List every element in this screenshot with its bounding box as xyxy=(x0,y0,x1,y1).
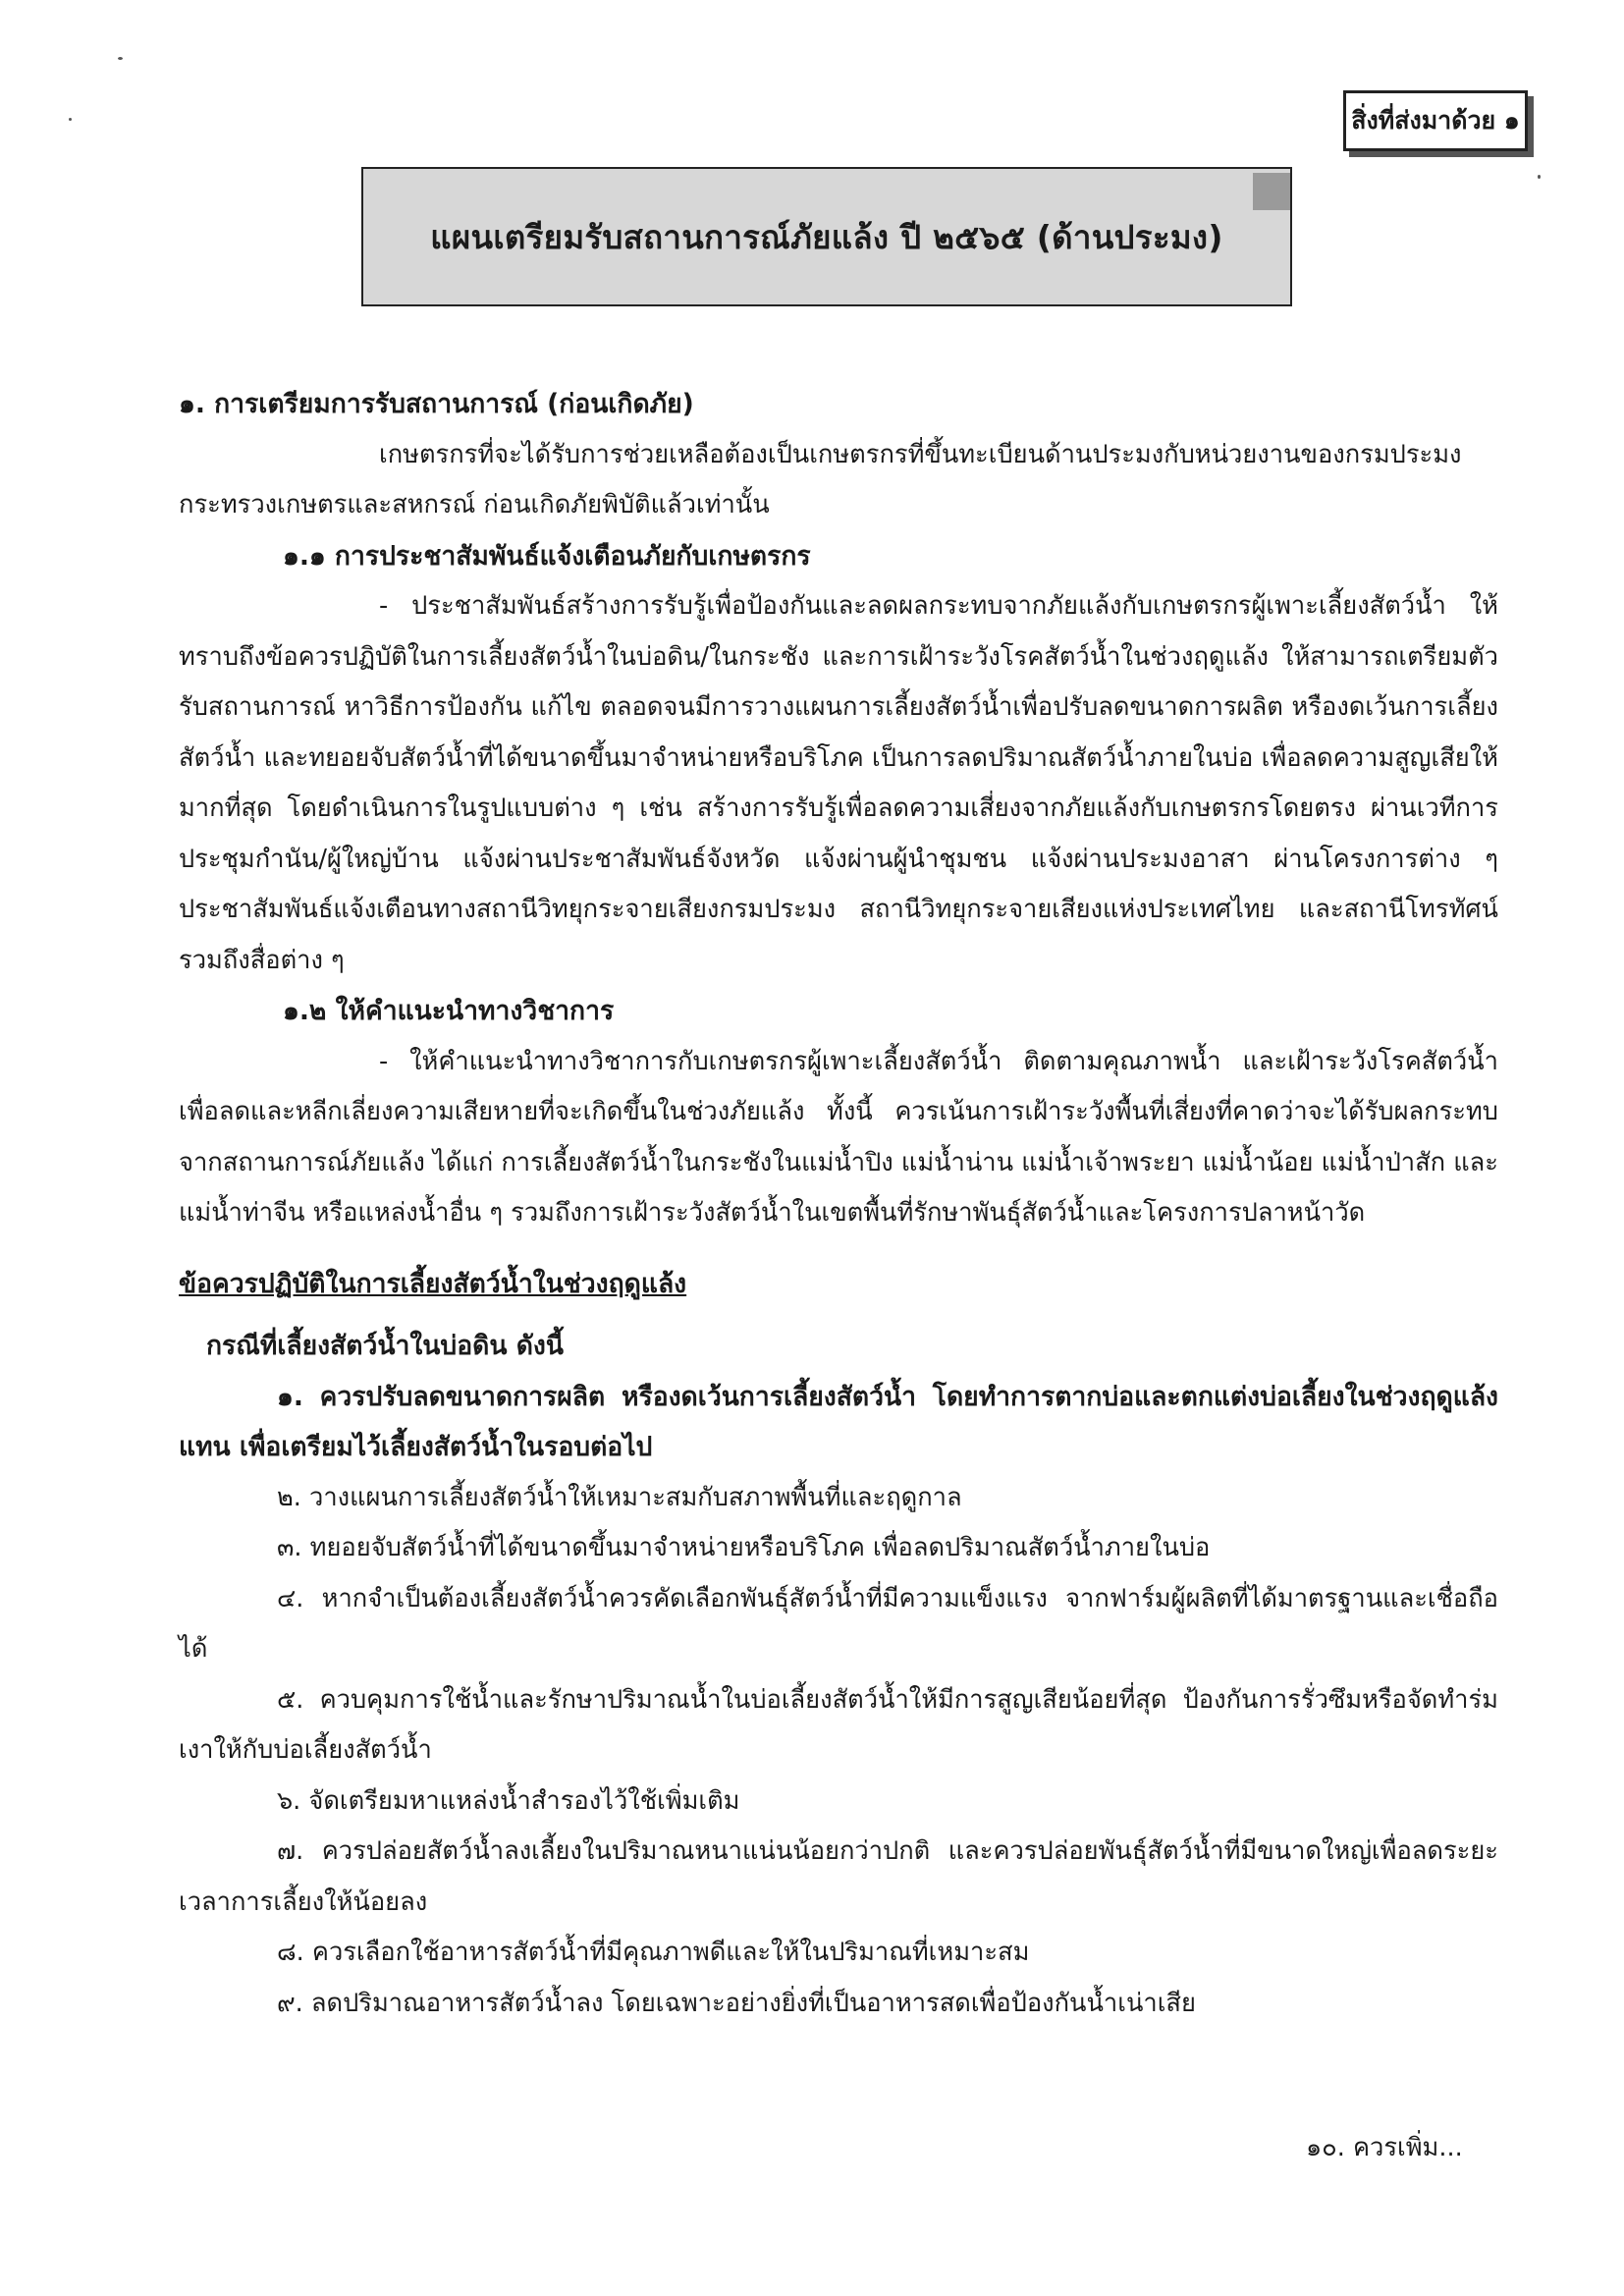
practice-item: ๗. ควรปล่อยสัตว์น้ำลงเลี้ยงในปริมาณหนาแน่นน้อยกว่าปกติ และควรปล่อยพันธุ์สัตว์น้ำที่มีขนาดใหญ่เพื่อลดระยะเวลาการเลี้ยงให้น้อยลง xyxy=(179,1836,1498,1917)
document-body xyxy=(179,379,1498,2029)
document-title: แผนเตรียมรับสถานการณ์ภัยแล้ง ปี ๒๕๖๕ (ด้านประมง) xyxy=(430,217,1223,256)
practice-item: ๓. ทยอยจับสัตว์น้ำที่ได้ขนาดขึ้นมาจำหน่ายหรือบริโภค เพื่อลดปริมาณสัตว์น้ำภายในบ่อ xyxy=(277,1533,1211,1562)
earthen-pond-case-heading: กรณีที่เลี้ยงสัตว์น้ำในบ่อดิน ดังนี้ xyxy=(206,1331,564,1361)
section-1-1-body: - ประชาสัมพันธ์สร้างการรับรู้เพื่อป้องกันและลดผลกระทบจากภัยแล้งกับเกษตรกรผู้เพาะเลี้ยงสัตว์น้ำ ให้ทราบถึงข้อควรปฏิบัติในการเลี้ยงสัตว์น้ำในบ่อดิน/ในกระชัง และการเฝ้าระวังโรคสัตว์น้ำในช่วงฤดูแล้ง ให้สามารถเตรียมตัวรับสถานการณ์ หาวิธีการป้องกัน แก้ไข ตลอดจนมีการวางแผนการเลี้ยงสัตว์น้ำเพื่อปรับลดขนาดการผลิต หรืองดเว้นการเลี้ยงสัตว์น้ำ และทยอยจับสัตว์น้ำที่ได้ขนาดขึ้นมาจำหน่ายหรือบริโภค เป็นการลดปริมาณสัตว์น้ำภายในบ่อ เพื่อลดความสูญเสียให้มากที่สุด โดยดำเนินการในรูปแบบต่าง ๆ เช่น สร้างการรับรู้เพื่อลดความเสี่ยงจากภัยแล้งกับเกษตรกรโดยตรง ผ่านเวทีการประชุมกำนัน/ผู้ใหญ่บ้าน แจ้งผ่านประชาสัมพันธ์จังหวัด แจ้งผ่านผู้นำชุมชน แจ้งผ่านประมงอาสา ผ่านโครงการต่าง ๆ ประชาสัมพันธ์แจ้งเตือนทางสถานีวิทยุกระจายเสียงกรมประมง สถานีวิทยุกระจายเสียงแห่งประเทศไทย และสถานีโทรทัศน์ รวมถึงสื่อต่าง ๆ xyxy=(179,591,1498,975)
practice-item: ๙. ลดปริมาณอาหารสัตว์น้ำลง โดยเฉพาะอย่างยิ่งที่เป็นอาหารสดเพื่อป้องกันน้ำเน่าเสีย xyxy=(277,1988,1196,2018)
section-1-heading: ๑. การเตรียมการรับสถานการณ์ (ก่อนเกิดภัย) xyxy=(179,389,694,419)
scan-corner-mark xyxy=(1253,173,1290,210)
practice-item: ๕. ควบคุมการใช้น้ำและรักษาปริมาณน้ำในบ่อเลี้ยงสัตว์น้ำให้มีการสูญเสียน้อยที่สุด ป้องกันการรั่วซึมหรือจัดทำร่มเงาให้กับบ่อเลี้ยงสัตว์น้ำ xyxy=(179,1684,1498,1765)
practice-item: ๔. หากจำเป็นต้องเลี้ยงสัตว์น้ำควรคัดเลือกพันธุ์สัตว์น้ำที่มีความแข็งแรง จากฟาร์มผู้ผลิตที่ได้มาตรฐานและเชื่อถือได้ xyxy=(179,1583,1498,1664)
attachment-label: สิ่งที่ส่งมาด้วย ๑ xyxy=(1343,90,1528,151)
scan-speck xyxy=(1538,175,1541,179)
scan-speck xyxy=(118,57,123,60)
practice-item: ๑. ควรปรับลดขนาดการผลิต หรืองดเว้นการเลี้ยงสัตว์น้ำ โดยทำการตากบ่อและตกแต่งบ่อเลี้ยงในช่วงฤดูแล้งแทน เพื่อเตรียมไว้เลี้ยงสัตว์น้ำในรอบต่อไป xyxy=(179,1381,1498,1462)
section-1-2-heading: ๑.๒ ให้คำแนะนำทางวิชาการ xyxy=(283,996,615,1026)
section-1-2-body: - ให้คำแนะนำทางวิชาการกับเกษตรกรผู้เพาะเลี้ยงสัตว์น้ำ ติดตามคุณภาพน้ำ และเฝ้าระวังโรคสัตว์น้ำ เพื่อลดและหลีกเลี่ยงความเสียหายที่จะเกิดขึ้นในช่วงภัยแล้ง ทั้งนี้ ควรเน้นการเฝ้าระวังพื้นที่เสี่ยงที่คาดว่าจะได้รับผลกระทบจากสถานการณ์ภัยแล้ง ได้แก่ การเลี้ยงสัตว์น้ำในกระชังในแม่น้ำปิง แม่น้ำน่าน แม่น้ำเจ้าพระยา แม่น้ำน้อย แม่น้ำป่าสัก และแม่น้ำท่าจีน หรือแหล่งน้ำอื่น ๆ รวมถึงการเฝ้าระวังสัตว์น้ำในเขตพื้นที่รักษาพันธุ์สัตว์น้ำและโครงการปลาหน้าวัด xyxy=(179,1046,1498,1228)
practice-item: ๖. จัดเตรียมหาแหล่งน้ำสำรองไว้ใช้เพิ่มเติม xyxy=(277,1785,740,1816)
practices-heading: ข้อควรปฏิบัติในการเลี้ยงสัตว์น้ำในช่วงฤดูแล้ง xyxy=(179,1268,687,1299)
scan-speck xyxy=(69,118,72,121)
section-1-1-heading: ๑.๑ การประชาสัมพันธ์แจ้งเตือนภัยกับเกษตรกร xyxy=(283,540,811,572)
section-1-intro: เกษตรกรที่จะได้รับการช่วยเหลือต้องเป็นเกษตรกรที่ขึ้นทะเบียนด้านประมงกับหน่วยงานของกรมประมง กระทรวงเกษตรและสหกรณ์ ก่อนเกิดภัยพิบัติแล้วเท่านั้น xyxy=(179,439,1462,519)
title-box xyxy=(361,167,1292,306)
practice-item: ๒. วางแผนการเลี้ยงสัตว์น้ำให้เหมาะสมกับสภาพพื้นที่และฤดูกาล xyxy=(277,1482,962,1512)
continuation-note: ๑๐. ควรเพิ่ม... xyxy=(1306,2133,1463,2162)
practice-item: ๘. ควรเลือกใช้อาหารสัตว์น้ำที่มีคุณภาพดีและให้ในปริมาณที่เหมาะสม xyxy=(277,1938,1030,1967)
